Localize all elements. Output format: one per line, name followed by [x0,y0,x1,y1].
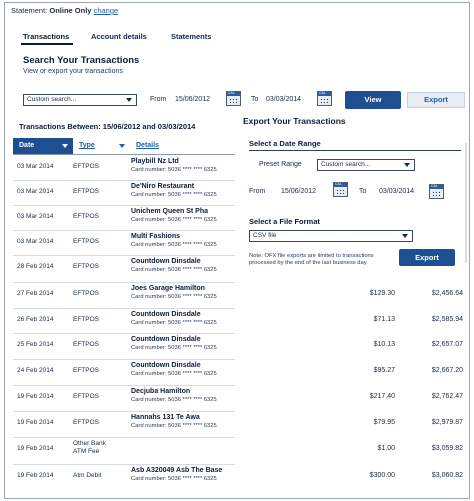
row-date: 03 Mar 2014 [17,238,54,245]
statement-value: Online Only [49,6,92,15]
row-type: EFTPOS [73,188,100,195]
row-amount: $79.95 [373,419,395,426]
search-subtitle: View or export your transactions [23,68,123,75]
preset-range-label: Preset Range [259,161,302,168]
statement-label: Statement: [11,6,48,15]
row-divider [13,359,235,360]
export-from-calendar-icon[interactable] [333,182,348,197]
calendar-icon-text: CAL [335,182,342,186]
to-calendar-icon[interactable] [317,91,332,106]
row-amount: $71.13 [373,316,395,323]
row-card-number: Card number: 5036 **** **** 6325 [131,397,217,403]
row-date: 03 Mar 2014 [17,163,54,170]
row-date: 19 Feb 2014 [17,393,54,400]
row-card-number: Card number: 5036 **** **** 6325 [131,371,217,377]
row-balance: $2,657.07 [431,341,463,348]
row-description: Multi Fashions [131,233,180,240]
row-balance: $3,060.82 [431,472,463,479]
chevron-down-icon [402,234,408,238]
row-card-number: Card number: 5036 **** **** 6325 [131,423,217,429]
row-type: Atm Debit [73,472,102,479]
row-type: EFTPOS [73,163,100,170]
row-card-number: Card number: 5036 **** **** 6325 [131,217,217,223]
row-date: 25 Feb 2014 [17,341,54,348]
row-card-number: Card number: 5036 **** **** 6325 [131,294,217,300]
active-tab-indicator [21,43,73,45]
row-amount: $129.30 [369,290,395,297]
statement-change-link[interactable]: change [93,6,119,15]
row-date: 24 Feb 2014 [17,367,54,374]
row-card-number: Card number: 5036 **** **** 6325 [131,242,217,248]
row-date: 19 Feb 2014 [17,472,54,479]
row-card-number: Card number: 5036 **** **** 6325 [131,192,217,198]
date-range-heading: Select a Date Range [249,139,321,148]
ofx-note: Note: OFX file exports are limited to transactions processed by the end of the last business day. [249,253,374,266]
preset-range-value: Custom search... [321,161,371,168]
row-divider [13,180,235,181]
row-description: De'Niro Restaurant [131,183,195,190]
row-card-number: Card number: 5036 **** **** 6325 [131,345,217,351]
transactions-between-label: Transactions Between: 15/06/2012 and 03/03/2014 [19,122,196,131]
table-row[interactable] [5,385,470,410]
banking-window [4,2,470,499]
export-panel-title: Export Your Transactions [243,116,346,126]
row-description: Countdown Dinsdale [131,336,201,343]
row-type: EFTPOS [73,341,100,348]
to-label: To [251,96,259,103]
row-divider [13,308,235,309]
table-row[interactable] [5,282,470,307]
row-type: EFTPOS [73,419,100,426]
to-date-field[interactable]: 03/03/2014 [266,96,302,103]
chevron-down-icon [404,163,410,167]
row-balance: $2,762.47 [431,393,463,400]
table-row[interactable] [5,308,470,333]
column-type-header[interactable]: Type [79,138,129,154]
row-date: 26 Feb 2014 [17,316,54,323]
row-divider [13,464,235,465]
statement-bar [11,6,118,15]
sort-down-icon [119,144,125,148]
file-format-heading: Select a File Format [249,217,320,226]
view-button[interactable]: View [345,91,401,109]
row-balance: $2,979.87 [431,419,463,426]
export-from-label: From [249,188,266,195]
table-row[interactable] [5,464,470,489]
row-amount: $95.27 [373,367,395,374]
section-divider [249,150,461,151]
row-balance: $2,585.94 [431,316,463,323]
row-balance: $2,667.20 [431,367,463,374]
tab-statements[interactable]: Statements [171,32,212,41]
calendar-icon-text: CAL [228,91,235,95]
row-divider [13,230,235,231]
panel-scrollbar[interactable] [465,143,467,263]
row-type: EFTPOS [73,238,100,245]
export-from-date-field[interactable]: 15/06/2012 [281,188,317,195]
row-description: Countdown Dinsdale [131,362,201,369]
from-label: From [150,96,167,103]
row-description: Playbill Nz Ltd [131,158,179,165]
preset-range-select[interactable] [317,159,415,171]
table-row[interactable] [5,333,470,358]
row-type: EFTPOS [73,213,100,220]
row-date: 03 Mar 2014 [17,213,54,220]
row-divider [13,255,235,256]
export-panel [239,113,470,277]
row-divider [13,205,235,206]
row-divider [13,411,235,412]
export-to-label: To [359,188,367,195]
column-details-header[interactable]: Details [136,142,159,149]
preset-search-select[interactable] [23,94,137,106]
row-type: EFTPOS [73,316,100,323]
row-balance: $2,456.64 [431,290,463,297]
table-header [13,138,235,154]
row-divider [13,385,235,386]
file-format-select[interactable] [249,230,413,242]
row-description: Countdown Dinsdale [131,258,201,265]
tab-account-details[interactable]: Account details [91,32,147,41]
row-date: 03 Mar 2014 [17,188,54,195]
row-card-number: Card number: 5036 **** **** 6325 [131,267,217,273]
row-date: 19 Feb 2014 [17,445,54,452]
preset-search-value: Custom search... [27,96,77,103]
export-to-date-field[interactable]: 03/03/2014 [379,188,415,195]
row-type: EFTPOS [73,290,100,297]
row-card-number: Card number: 5036 **** **** 6325 [131,476,217,482]
row-amount: $300.00 [369,472,395,479]
row-divider [13,282,235,283]
sort-down-icon [62,144,68,148]
row-date: 28 Feb 2014 [17,263,54,270]
row-balance: $3,059.82 [431,445,463,452]
row-type: EFTPOS [73,393,100,400]
row-type: EFTPOS [73,263,100,270]
calendar-icon-text: CAL [431,184,438,188]
row-description: Joes Garage Hamilton [131,285,205,292]
row-description: Asb A320049 Asb The Base [131,467,223,474]
export-submit-button[interactable]: Export [399,249,455,266]
from-calendar-icon[interactable] [226,91,241,106]
row-description: Hannahs 131 Te Awa [131,414,200,421]
export-button[interactable]: Export [407,92,465,108]
calendar-icon-text: CAL [319,91,326,95]
file-format-value: CSV file [253,232,277,239]
tab-transactions[interactable]: Transactions [23,32,70,41]
row-date: 27 Feb 2014 [17,290,54,297]
row-date: 19 Feb 2014 [17,419,54,426]
row-amount: $1.00 [377,445,395,452]
row-type: Other Bank ATM Fee [73,440,106,455]
row-divider [13,437,235,438]
chevron-down-icon [126,98,132,102]
row-amount: $10.13 [373,341,395,348]
table-row[interactable] [5,437,470,462]
table-row[interactable] [5,411,470,436]
row-description: Unichem Queen St Pha [131,208,209,215]
column-date-header[interactable]: Date [13,138,73,154]
export-to-calendar-icon[interactable] [429,184,444,199]
table-row[interactable] [5,359,470,384]
row-card-number: Card number: 5036 **** **** 6325 [131,167,217,173]
row-amount: $217.40 [369,393,395,400]
row-divider [13,333,235,334]
row-card-number: Card number: 5036 **** **** 6325 [131,320,217,326]
row-description: Countdown Dinsdale [131,311,201,318]
row-type: EFTPOS [73,367,100,374]
row-description: Decjuba Hamilton [131,388,191,395]
from-date-field[interactable]: 15/06/2012 [175,96,211,103]
search-title: Search Your Transactions [23,55,140,66]
